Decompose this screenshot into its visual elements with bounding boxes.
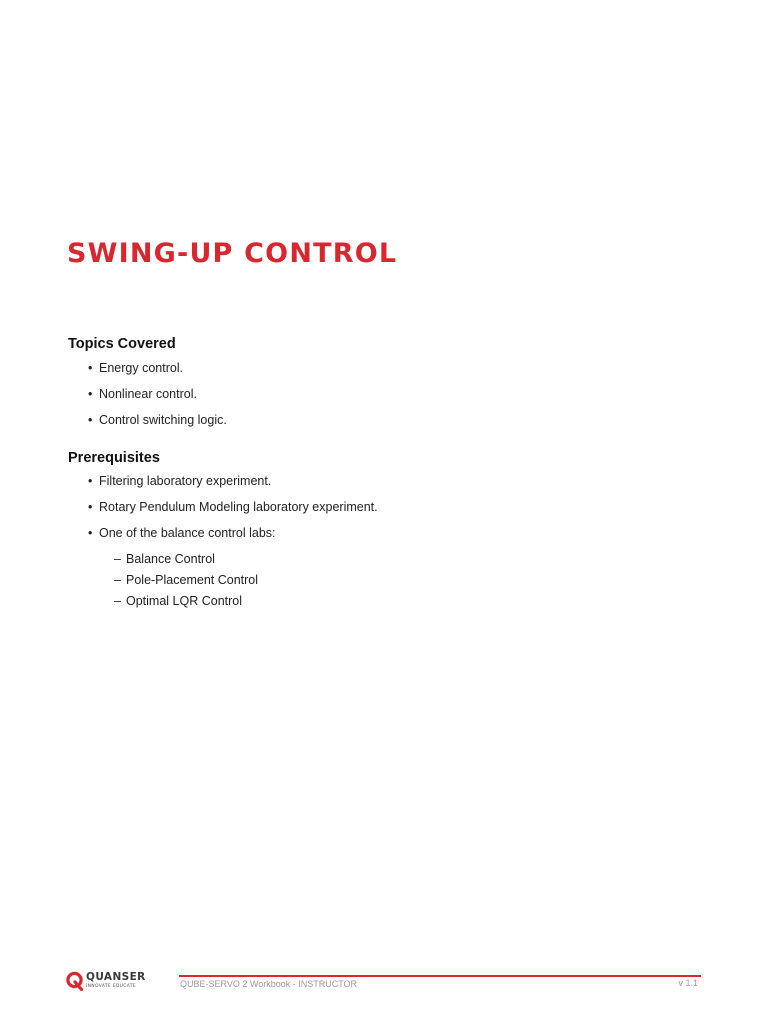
bullet-icon: • — [88, 500, 93, 514]
topics-covered-heading: Topics Covered — [68, 336, 176, 352]
bullet-icon: • — [88, 474, 93, 488]
page-title: SWING-UP CONTROL — [67, 238, 398, 269]
list-item — [88, 387, 227, 402]
bullet-icon: • — [88, 387, 93, 401]
list-item — [88, 526, 378, 541]
list-item-text: Control switching logic. — [99, 413, 227, 427]
list-item-text: Energy control. — [99, 361, 184, 375]
logo-tagline: INNOVATE EDUCATE — [86, 984, 136, 989]
topics-list — [88, 361, 227, 439]
bullet-icon: • — [88, 361, 93, 375]
dash-icon: – — [114, 573, 121, 587]
list-item-text: Nonlinear control. — [99, 387, 197, 401]
prerequisites-heading: Prerequisites — [68, 450, 160, 466]
quanser-q-logo-icon — [66, 971, 84, 991]
list-item — [88, 474, 378, 489]
sublist-item — [114, 552, 258, 567]
list-item — [88, 500, 378, 515]
list-item — [88, 413, 227, 428]
list-item-text: Rotary Pendulum Modeling laboratory experiment. — [99, 500, 378, 514]
sublist-item-text: Balance Control — [126, 552, 215, 566]
sublist-item — [114, 573, 258, 588]
footer-document-title: QUBE-SERVO 2 Workbook - INSTRUCTOR — [180, 979, 358, 989]
prerequisites-list — [88, 474, 378, 552]
sublist-item — [114, 594, 258, 609]
bullet-icon: • — [88, 413, 93, 427]
bullet-icon: • — [88, 526, 93, 540]
list-item — [88, 361, 227, 376]
balance-labs-sublist — [114, 552, 258, 615]
list-item-text: Filtering laboratory experiment. — [99, 474, 272, 488]
logo-wordmark: QUANSER — [86, 971, 146, 983]
quanser-logo — [66, 970, 162, 994]
dash-icon: – — [114, 594, 121, 608]
sublist-item-text: Pole-Placement Control — [126, 573, 259, 587]
sublist-item-text: Optimal LQR Control — [126, 594, 243, 608]
footer-divider — [179, 975, 701, 977]
dash-icon: – — [114, 552, 121, 566]
list-item-text: One of the balance control labs: — [99, 526, 276, 540]
footer-version: v 1.1 — [678, 978, 698, 988]
